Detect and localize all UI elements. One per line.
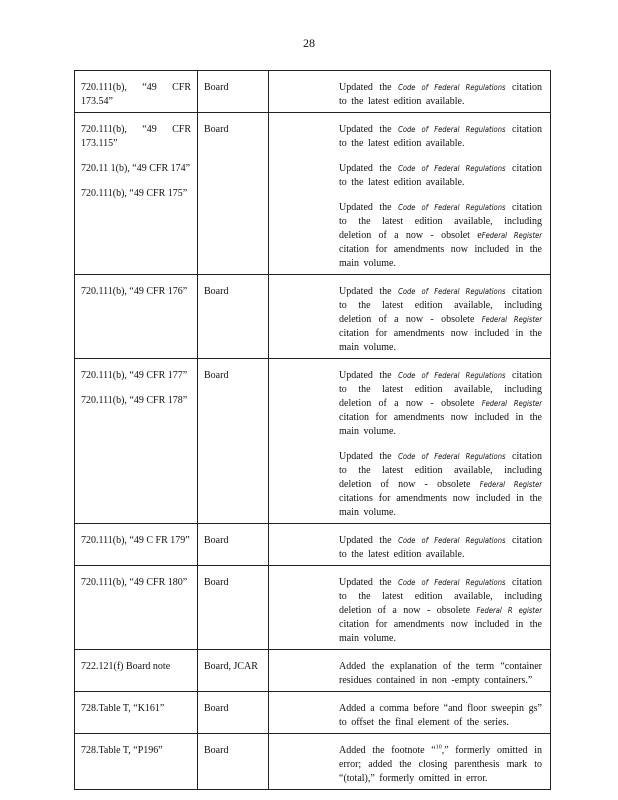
section-ref: 728.Table T, “P196” bbox=[81, 745, 163, 756]
text-run: ,” formerly omitted in error; added the closing parenthesis mark to “(total),” formerly omitted in error. bbox=[339, 745, 542, 784]
action-cell bbox=[269, 71, 551, 113]
text-run: Updated the bbox=[339, 370, 399, 381]
italic-citation: Code of Federal Regulations bbox=[398, 164, 506, 173]
text-run: Added the explanation of the term “container residues contained in non -empty containers.” bbox=[339, 661, 542, 686]
source-text: Board bbox=[204, 286, 229, 297]
text-run: citation for amendments now included in the main volume. bbox=[339, 619, 542, 644]
source-cell bbox=[198, 734, 269, 790]
table-row bbox=[75, 692, 551, 734]
section-cell bbox=[75, 275, 198, 359]
section-ref: 720.111(b), “49 CFR 176” bbox=[81, 286, 188, 297]
action-cell bbox=[269, 275, 551, 359]
section-cell bbox=[75, 71, 198, 113]
action-text bbox=[269, 71, 550, 112]
action-text bbox=[269, 442, 550, 523]
source-cell bbox=[198, 692, 269, 734]
text-run: citation to the latest edition available, including deletion of a now - obsolet e bbox=[339, 202, 542, 241]
amendments-table-body bbox=[75, 71, 551, 790]
text-run: citation for amendments now included in the main volume. bbox=[339, 412, 542, 437]
text-run: Added the footnote “ bbox=[339, 745, 436, 756]
action-text bbox=[269, 275, 550, 358]
text-run: citation for amendments now included in the main volume. bbox=[339, 328, 542, 353]
section-cell bbox=[75, 359, 198, 524]
source-cell bbox=[198, 650, 269, 692]
source-cell bbox=[198, 359, 269, 524]
text-run: citation to the latest edition available, including deletion of a now - obsolete bbox=[339, 577, 542, 616]
table-row bbox=[75, 113, 551, 275]
italic-citation: Code of Federal Regulations bbox=[398, 452, 506, 461]
section-cell bbox=[75, 734, 198, 790]
italic-citation: Federal Register bbox=[479, 480, 542, 489]
text-run: Added a comma before “and floor sweepin gs” to offset the final element of the series. bbox=[339, 703, 542, 728]
source-text: Board bbox=[204, 703, 229, 714]
text-run: citation to the latest edition available. bbox=[339, 82, 542, 107]
section-ref: 728.Table T, “K161” bbox=[81, 703, 165, 714]
source-text: Board bbox=[204, 535, 229, 546]
action-text bbox=[269, 113, 550, 154]
table-row bbox=[75, 71, 551, 113]
page-number: 28 bbox=[303, 36, 315, 50]
action-text bbox=[269, 524, 550, 565]
section-ref: 720.111(b), “49 CFR 175” bbox=[81, 188, 188, 199]
section-ref: 720.111(b), “49 CFR 173.54” bbox=[81, 82, 191, 107]
table-row bbox=[75, 275, 551, 359]
text-run: citation to the latest edition available, including deletion of a now - obsolete bbox=[339, 286, 542, 325]
action-text bbox=[269, 650, 550, 691]
source-text: Board bbox=[204, 124, 229, 135]
amendments-table bbox=[74, 70, 551, 790]
action-cell bbox=[269, 359, 551, 524]
action-cell bbox=[269, 692, 551, 734]
text-run: Updated the bbox=[339, 451, 399, 462]
section-ref: 720.111(b), “49 C FR 179” bbox=[81, 535, 190, 546]
italic-citation: Federal Register bbox=[481, 315, 543, 324]
text-run: Updated the bbox=[339, 202, 399, 213]
table-row bbox=[75, 359, 551, 524]
action-text bbox=[269, 193, 550, 274]
section-cell bbox=[75, 524, 198, 566]
italic-citation: Federal R egister bbox=[476, 606, 543, 615]
text-run: Updated the bbox=[339, 286, 399, 297]
section-ref: 720.11 1(b), “49 CFR 174” bbox=[81, 163, 191, 174]
text-run: Updated the bbox=[339, 577, 399, 588]
section-cell bbox=[75, 650, 198, 692]
text-run: citations for amendments now included in the main volume. bbox=[339, 493, 542, 518]
text-run: citation to the latest edition available, including deletion of a now - obsolete bbox=[339, 370, 542, 409]
italic-citation: Code of Federal Regulations bbox=[398, 287, 506, 296]
action-cell bbox=[269, 650, 551, 692]
source-text: Board bbox=[204, 82, 229, 93]
italic-citation: Code of Federal Regulations bbox=[398, 578, 506, 587]
footnote-mark: 10 bbox=[435, 744, 442, 751]
italic-citation: Code of Federal Regulations bbox=[398, 203, 506, 212]
text-run: citation for amendments now included in the main volume. bbox=[339, 244, 542, 269]
table-row bbox=[75, 734, 551, 790]
section-ref: 722.121(f) Board note bbox=[81, 661, 171, 672]
section-cell bbox=[75, 113, 198, 275]
action-text bbox=[269, 359, 550, 442]
italic-citation: Code of Federal Regulations bbox=[398, 125, 506, 134]
action-text bbox=[269, 154, 550, 193]
source-cell bbox=[198, 113, 269, 275]
italic-citation: Code of Federal Regulations bbox=[398, 536, 506, 545]
source-cell bbox=[198, 524, 269, 566]
text-run: citation to the latest edition available. bbox=[339, 163, 542, 188]
source-text: Board bbox=[204, 370, 229, 381]
section-ref: 720.111(b), “49 CFR 180” bbox=[81, 577, 188, 588]
section-cell bbox=[75, 692, 198, 734]
action-cell bbox=[269, 734, 551, 790]
source-cell bbox=[198, 71, 269, 113]
section-cell bbox=[75, 566, 198, 650]
italic-citation: Code of Federal Regulations bbox=[398, 371, 506, 380]
table-row bbox=[75, 650, 551, 692]
action-text bbox=[269, 566, 550, 649]
source-cell bbox=[198, 275, 269, 359]
table-row bbox=[75, 524, 551, 566]
source-cell bbox=[198, 566, 269, 650]
italic-citation: Code of Federal Regulations bbox=[398, 83, 506, 92]
action-text bbox=[269, 734, 550, 789]
action-cell bbox=[269, 566, 551, 650]
source-text: Board, JCAR bbox=[204, 661, 258, 672]
italic-citation: Federal Register bbox=[481, 231, 543, 240]
text-run: Updated the bbox=[339, 124, 399, 135]
text-run: citation to the latest edition available, including deletion of now - obsolete bbox=[339, 451, 542, 490]
action-cell bbox=[269, 524, 551, 566]
action-text bbox=[269, 692, 550, 733]
text-run: citation to the latest edition available. bbox=[339, 124, 542, 149]
text-run: Updated the bbox=[339, 163, 399, 174]
text-run: Updated the bbox=[339, 82, 399, 93]
table-row bbox=[75, 566, 551, 650]
section-ref: 720.111(b), “49 CFR 177” bbox=[81, 370, 188, 381]
text-run: Updated the bbox=[339, 535, 399, 546]
action-cell bbox=[269, 113, 551, 275]
text-run: citation to the latest edition available. bbox=[339, 535, 542, 560]
section-ref: 720.111(b), “49 CFR 178” bbox=[81, 395, 188, 406]
italic-citation: Federal Register bbox=[481, 399, 543, 408]
section-ref: 720.111(b), “49 CFR 173.115” bbox=[81, 124, 191, 149]
source-text: Board bbox=[204, 745, 229, 756]
source-text: Board bbox=[204, 577, 229, 588]
